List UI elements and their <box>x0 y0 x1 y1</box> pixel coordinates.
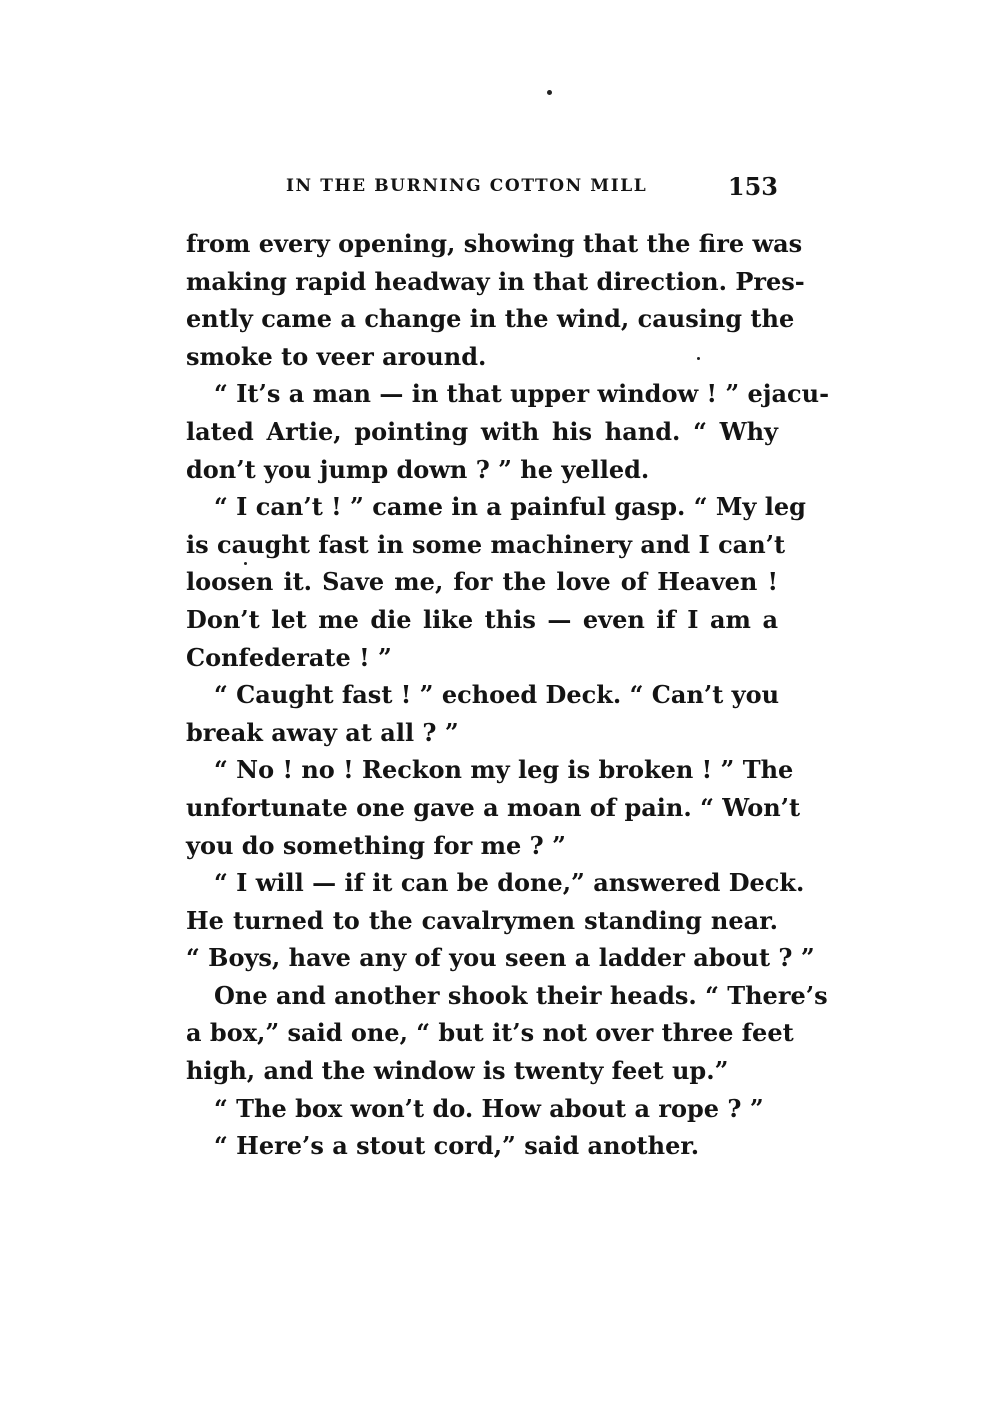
text-line: He turned to the cavalrymen standing near. <box>186 905 778 935</box>
text-line: “ The box won’t do. How about a rope ? ” <box>214 1093 764 1123</box>
text-line: high, and the window is twenty feet up.” <box>186 1056 729 1086</box>
text-line: “ Boys, have any of you seen a ladder about ? ” <box>186 943 815 973</box>
text-line: “ I will — if it can be done,” answered Deck. <box>214 868 805 898</box>
text-line: from every opening, showing that the fire was <box>186 229 803 258</box>
text-line: you do something for me ? ” <box>186 830 566 860</box>
text-line: making rapid headway in that direction. Pres- <box>186 266 805 296</box>
ink-speck <box>547 90 552 95</box>
text-line: a box,” said one, “ but it’s not over three feet <box>186 1018 794 1048</box>
text-line: loosen it. Save me, for the love of Heaven ! <box>186 567 778 597</box>
text-line: break away at all ? ” <box>186 717 459 747</box>
page-number: 153 <box>727 172 778 201</box>
text-line: “ Here’s a stout cord,” said another. <box>214 1131 700 1161</box>
text-line: One and another shook their heads. “ There’s <box>214 980 828 1010</box>
text-line: “ I can’t ! ” came in a painful gasp. “ My leg <box>214 492 806 522</box>
text-line: “ Caught fast ! ” echoed Deck. “ Can’t you <box>214 680 780 710</box>
body-text <box>186 225 830 1165</box>
text-line: lated Artie, pointing with his hand. “ Why <box>186 416 778 446</box>
text-line: unfortunate one gave a moan of pain. “ Won’t <box>186 792 801 822</box>
text-line: “ No ! no ! Reckon my leg is broken ! ” The <box>214 755 794 785</box>
text-line: Confederate ! ” <box>186 642 392 672</box>
running-title: IN THE BURNING COTTON MILL <box>286 176 648 196</box>
text-line: ently came a change in the wind, causing the <box>186 304 795 334</box>
text-line: Don’t let me die like this — even if I am a <box>186 604 778 634</box>
text-line: “ It’s a man — in that upper window ! ” ejacu- <box>214 379 830 409</box>
page-header <box>186 172 778 202</box>
text-line: don’t you jump down ? ” he yelled. <box>186 454 650 484</box>
text-line: smoke to veer around. <box>186 341 487 371</box>
text-line: is caught fast in some machinery and I can’t <box>186 529 786 559</box>
